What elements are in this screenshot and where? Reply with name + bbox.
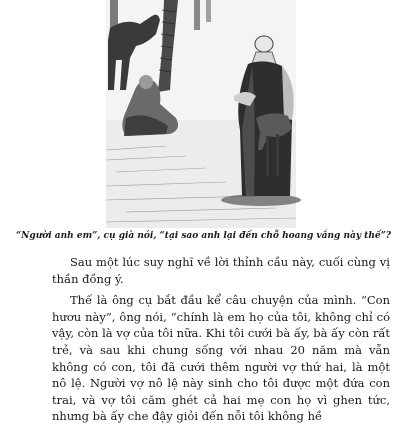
paragraph: Thế là ông cụ bắt đầu kể câu chuyện của mình. “Con hươu này”, ông nói, “chính là em họ của tôi, không chỉ có vậy, còn là vợ của tôi nữa. Khi tôi cưới bà ấy, bà ấy còn rất trẻ, và sau khi chung sống với nhau 20 năm mà vẫn không có con, tôi đã cưới thêm người vợ thứ hai, là một nô lệ. Người vợ nô lệ này sinh cho tôi được một đứa con trai, và vợ tôi căm ghét cả hai mẹ con họ vì ghen tức, nhưng bà ấy che đậy giỏi đến nỗi tôi không hề	[52, 293, 390, 424]
illustration-caption: “Người anh em”, cụ già nói, “tại sao anh lại đến chỗ hoang vắng này thế”?	[16, 231, 392, 241]
illustration	[106, 0, 296, 228]
body-text	[52, 254, 390, 430]
illustration-desert-scene-icon	[106, 0, 296, 228]
paragraph: Sau một lúc suy nghĩ về lời thỉnh cầu này, cuối cùng vị thần đồng ý.	[52, 255, 390, 286]
